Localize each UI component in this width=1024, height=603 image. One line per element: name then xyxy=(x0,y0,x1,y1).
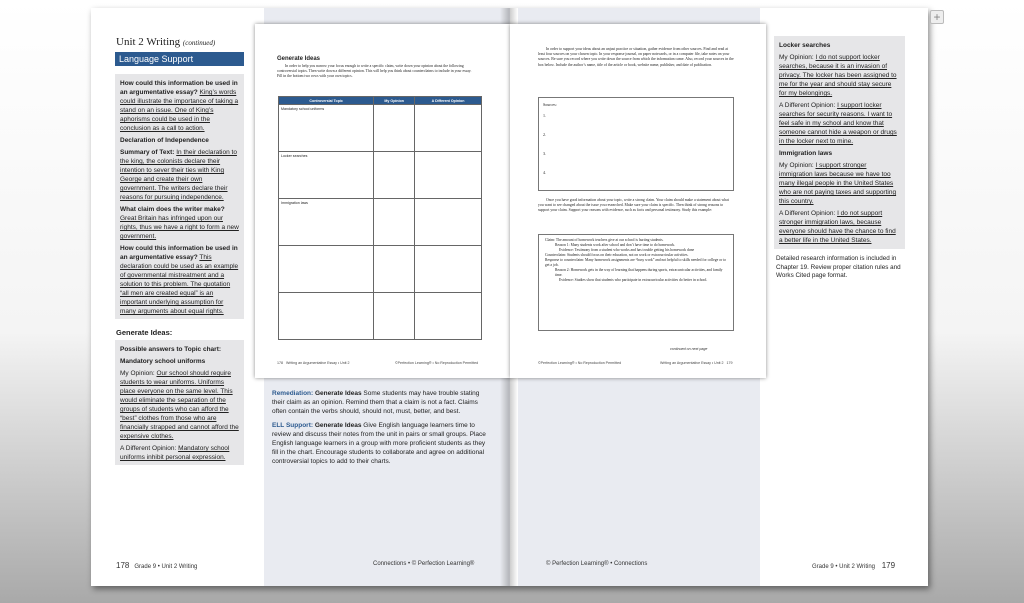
table-row xyxy=(279,246,482,293)
sources-box: Sources: 1. 2. 3. 4. xyxy=(538,97,734,191)
generate-ideas-heading: Generate Ideas: xyxy=(116,328,173,337)
language-support-bar: Language Support xyxy=(115,52,244,66)
language-support-panel: How could this information be used in an argumentative essay? King’s words could illustrate the importance of taking a stand on an issue. One of King’s aphorisms could be used in the conclusion as a call to action. Declaration of Independence Summary of Text: In their declaration to the king, the colonists declare their intention to sever their ties with King George and create their own government. The writers declare their reasons for pursuing independence. What claim does the writer make? Great Britain has infringed upon our rights, thus we have a right to form a new government. How could this information be used in an argumentative essay? This declaration could be used as an example of governmental mistreatment and a solution to this problem. The quotation “all men are created equal” is an important underlying assumption for many arguments about equal rights. xyxy=(115,74,244,319)
center-footer-right: © Perfection Learning® • Connections xyxy=(546,561,648,567)
table-row: Mandatory school uniforms xyxy=(279,105,482,152)
student-page-copyright-right: ©Perfection Learning® • No Reproduction Permitted xyxy=(538,361,622,365)
table-row: Immigration laws xyxy=(279,199,482,246)
claim-instructions: Once you have good information about your topic, write a strong claim. Your claim should make a statement about what you want to see changed about the issue you researched. Make sure your claim is specific. Then think of strong reasons to support your claim. Support your reasons with evidence, such as facts and personal testimony. Study this example: xyxy=(538,198,729,213)
center-footer-left: Connections • © Perfection Learning® xyxy=(373,561,475,567)
student-page-intro: In order to help you narrow your focus enough to write a specific claim, write down your opinion about the following controversial topics. Then write down a different opinion. This will help you think about counterclaims to include in your essay. Fill in the bottom two rows with your own topics. xyxy=(277,64,472,79)
table-row: Locker searches xyxy=(279,152,482,199)
student-page-left xyxy=(255,24,510,378)
student-page-copyright: ©Perfection Learning® • No Reproduction Permitted xyxy=(395,361,479,365)
page-footer-right: Grade 9 • Unit 2 Writing 179 xyxy=(812,561,896,570)
book-spread xyxy=(91,8,928,586)
page-footer-left: 178 Grade 9 • Unit 2 Writing xyxy=(116,561,198,570)
teacher-notes: Remediation: Generate Ideas Some students may have trouble stating their claim as an opinion. Remind them that a claim is not a fact. Claims often contain the verbs should, should not, must, better, and best. ELL Support: Generate Ideas Give English language learners time to review and discuss their notes from the unit in pairs or small groups. Place English language learners in a group with more proficient students as they fill in the chart. Encourage students to collaborate and agree on additional controversial topics to add to their charts. xyxy=(272,390,486,465)
table-row xyxy=(279,293,482,340)
table-header: Controversial Topic xyxy=(279,97,374,105)
topic-chart-answers-panel: Possible answers to Topic chart: Mandatory school uniforms My Opinion: Our school should require students to wear uniforms. Uniforms place everyone on the same level. This would eliminate the separation of the groups of students who can afford the “best” clothes from those who are financially strapped and cannot afford the expensive clothes. A Different Opinion: Mandatory school uniforms inhibit personal expression. xyxy=(115,340,244,465)
student-page-footer-left: 178 Writing an Argumentative Essay • Unit 2 xyxy=(277,361,350,365)
student-page-title: Generate Ideas xyxy=(277,56,321,62)
continued-note: continued on next page xyxy=(670,347,708,351)
zoom-plus-button[interactable]: + xyxy=(930,10,944,24)
table-header: A Different Opinion xyxy=(415,97,482,105)
research-note: Detailed research information is included in Chapter 19. Review proper citation rules and Works Cited page format. xyxy=(776,255,901,279)
unit-heading: Unit 2 Writing (continued) xyxy=(116,36,216,48)
controversial-topics-table xyxy=(278,96,482,340)
sources-instructions: In order to support your ideas about an unjust practice or situation, gather evidence from other sources. Find and read at least four sources on your chosen topic. In your response journal, on paper notecards, or in a computer file, take notes on your sources. Be sure you record where you write down the source from which the information came. Also, record your sources in the box below. Include the author’s name, title of the article or book, website name, publisher, and date of publication. xyxy=(538,47,734,67)
table-header: My Opinion xyxy=(374,97,415,105)
language-support-panel-right: Locker searches My Opinion: I do not support locker searches, because it is an invasion of privacy. The locker has been assigned to me for the year and should stay secure for my belongings. A Different Opinion: I support locker searches for security reasons. I want to feel safe in my school and know that someone cannot hide a weapon or drugs in the locker next to mine. Immigration laws My Opinion: I support stronger immigration laws because we have too many illegal people in the United States who are not paying taxes and supporting this country. A Different Opinion: I do not support stronger immigration laws, because everyone should have the chance to find a better life in the United States. xyxy=(774,36,905,249)
student-page-footer-right: Writing an Argumentative Essay • Unit 2 179 xyxy=(660,361,733,365)
student-page-right xyxy=(510,24,766,378)
claim-example-box: Claim: The amount of homework teachers give at our school is hurting students. Reason 1: Many students work after school and don’t have time to do homework. Evidence: Testimony from a student who works and has trouble getting his homework done Counterclaim: Students should focus on their education, not on work or extracurricular activities. Response to counterclaim: Many homework assignments are “busy work” and not helpful to skills needed for college or to get a job. Reason 2: Homework gets in the way of learning that happens during sports, extracurricular activities, and family time. Evidence: Studies show that students who participate in extracurricular activities do better in school. xyxy=(538,234,734,331)
